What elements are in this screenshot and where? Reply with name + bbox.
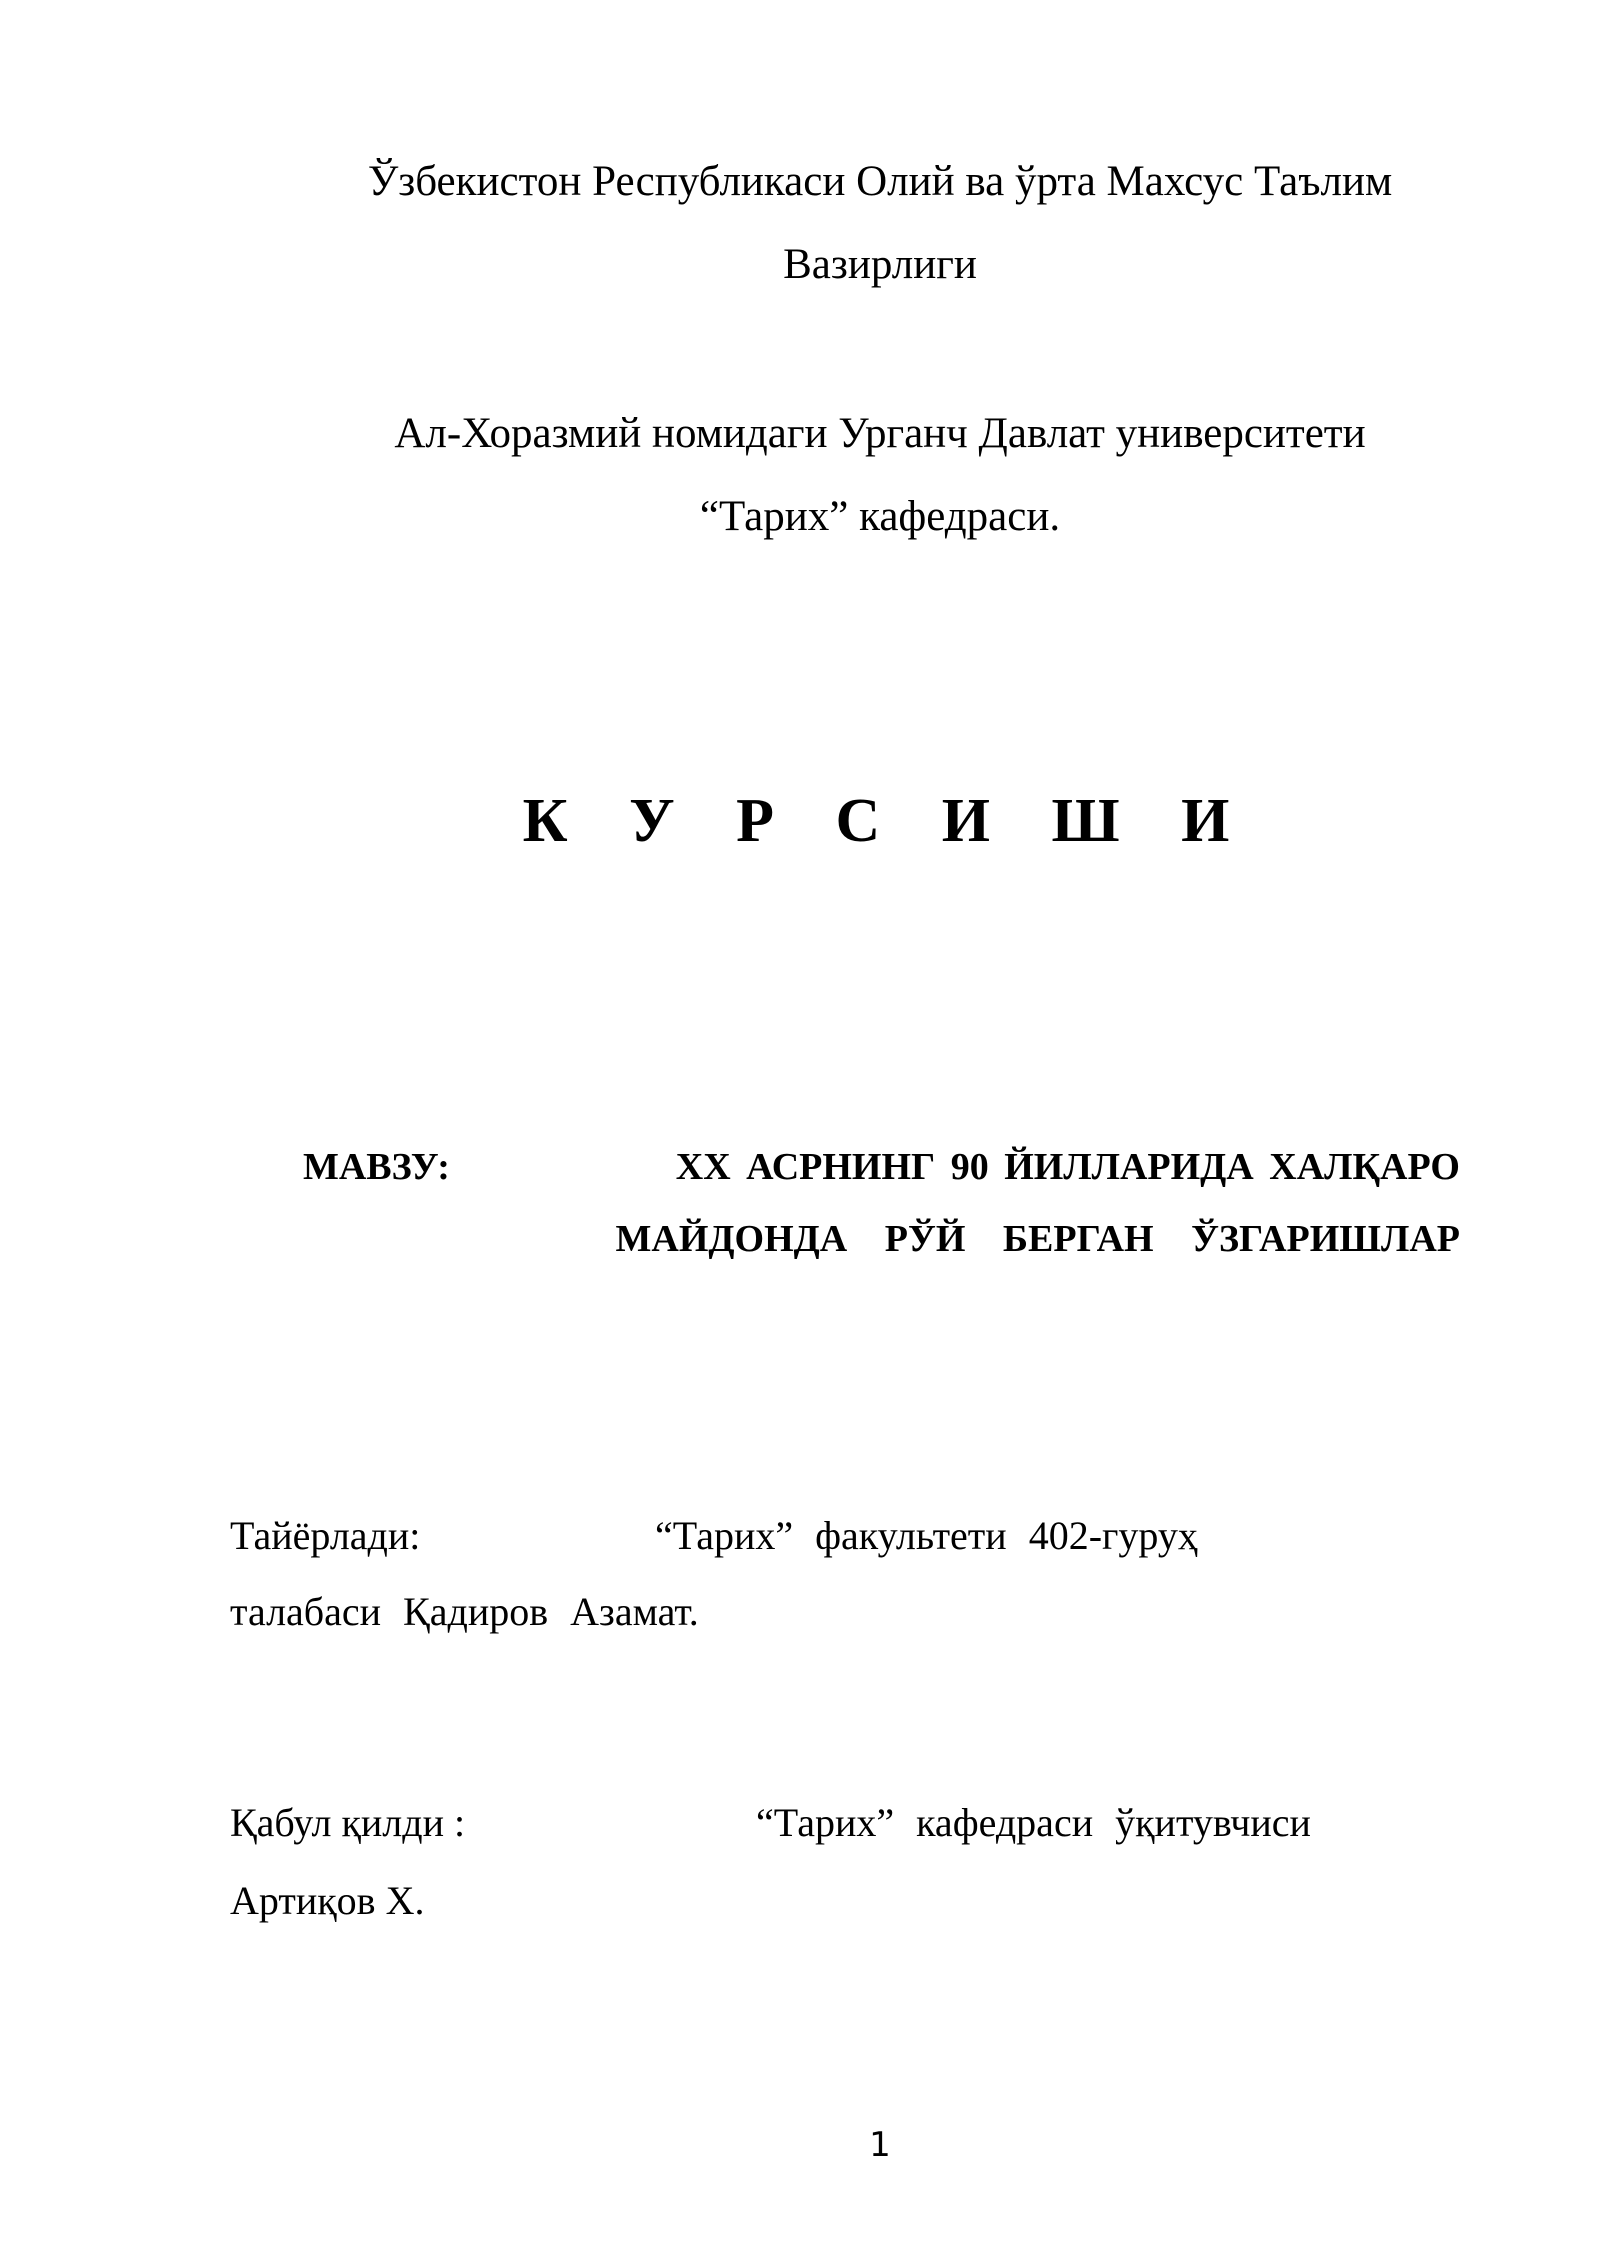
page-number: 1 — [869, 2125, 891, 2165]
prepared-by-info: “Тарих” факультети 402-гуруҳ — [655, 1513, 1198, 1558]
accepted-by-info: “Тарих” кафедраси ўқитувчиси — [756, 1800, 1311, 1845]
topic-label: МАВЗУ: — [303, 1146, 450, 1188]
ministry-name-line1: Ўзбекистон Республикаси Олий ва ўрта Махсус Таълим — [367, 158, 1393, 205]
department-name: “Тарих” кафедраси. — [699, 493, 1061, 540]
prepared-by-label: Тайёрлади: — [230, 1513, 421, 1558]
accepted-by-label: Қабул қилди : — [230, 1800, 466, 1845]
document-title: К У Р С И Ш И — [522, 787, 1238, 855]
topic-text-line1: ХХ АСРНИНГ 90 ЙИЛЛАРИДА ХАЛҚАРО — [675, 1146, 1460, 1188]
topic-text-line2: МАЙДОНДА РЎЙ БЕРГАН ЎЗГАРИШЛАР — [615, 1218, 1460, 1260]
student-name: талабаси Қадиров Азамат. — [230, 1589, 699, 1634]
ministry-name-line2: Вазирлиги — [783, 241, 977, 288]
teacher-name: Артиқов Х. — [230, 1878, 425, 1923]
university-name: Ал-Хоразмий номидаги Урганч Давлат университети — [394, 410, 1366, 457]
